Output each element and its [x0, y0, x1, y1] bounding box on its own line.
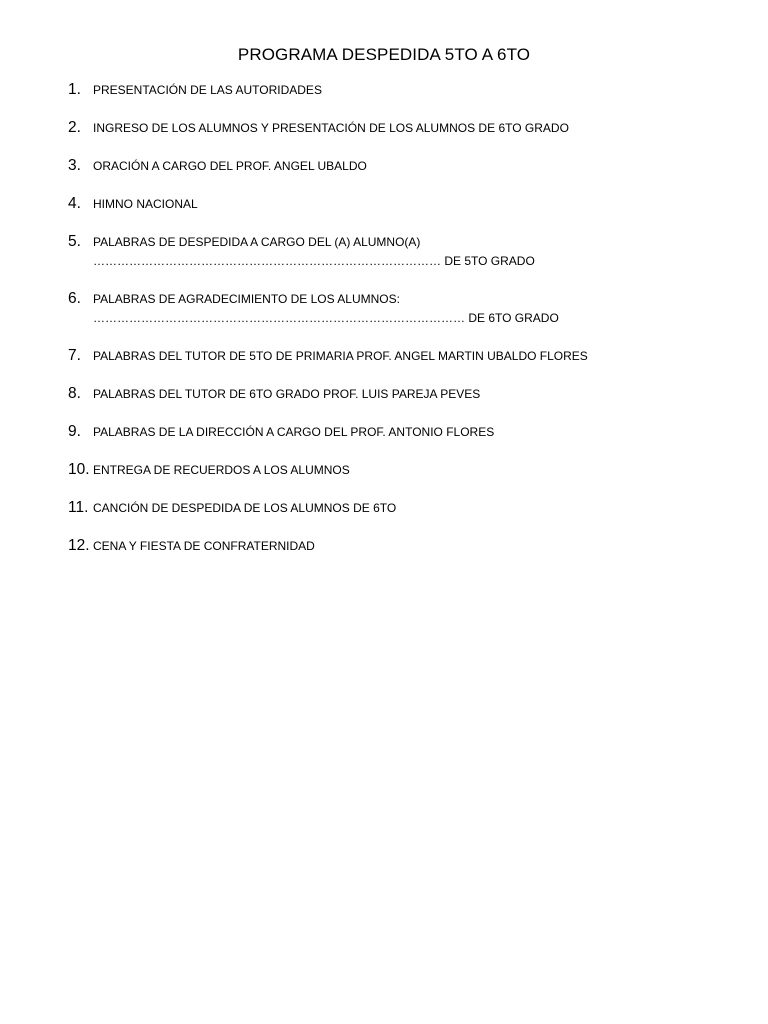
item-number: 10.	[68, 461, 90, 478]
item-text: CENA Y FIESTA DE CONFRATERNIDAD	[93, 539, 315, 553]
list-item	[68, 460, 728, 480]
list-item	[68, 232, 728, 271]
list-item	[68, 384, 728, 404]
item-number: 8.	[68, 385, 81, 402]
item-text: PALABRAS DE DESPEDIDA A CARGO DEL (A) ALUMNO(A) …………………………………………………………………………… DE 5TO GRADO	[93, 235, 535, 268]
list-item	[68, 194, 728, 214]
item-number: 11.	[68, 499, 89, 516]
program-list	[68, 80, 728, 574]
item-number: 6.	[68, 290, 81, 307]
item-number: 5.	[68, 233, 81, 250]
list-item	[68, 346, 728, 366]
item-number: 2.	[68, 119, 81, 136]
item-text: ORACIÓN A CARGO DEL PROF. ANGEL UBALDO	[93, 159, 367, 173]
item-number: 1.	[68, 81, 81, 98]
list-item	[68, 536, 728, 556]
item-text: CANCIÓN DE DESPEDIDA DE LOS ALUMNOS DE 6TO	[93, 501, 397, 515]
item-text: PRESENTACIÓN DE LAS AUTORIDADES	[93, 83, 322, 97]
list-item	[68, 80, 728, 100]
item-number: 4.	[68, 195, 81, 212]
list-item	[68, 289, 728, 328]
item-text: PALABRAS DEL TUTOR DE 5TO DE PRIMARIA PROF. ANGEL MARTIN UBALDO FLORES	[93, 349, 588, 363]
item-number: 9.	[68, 423, 81, 440]
item-number: 7.	[68, 347, 81, 364]
item-text: ENTREGA DE RECUERDOS A LOS ALUMNOS	[93, 463, 350, 477]
item-text: PALABRAS DE LA DIRECCIÓN A CARGO DEL PROF. ANTONIO FLORES	[93, 425, 495, 439]
list-item	[68, 156, 728, 176]
list-item	[68, 498, 728, 518]
item-text: PALABRAS DEL TUTOR DE 6TO GRADO PROF. LUIS PAREJA PEVES	[93, 387, 481, 401]
item-number: 12.	[68, 537, 90, 554]
list-item	[68, 422, 728, 442]
list-item	[68, 118, 728, 138]
item-text: HIMNO NACIONAL	[93, 197, 198, 211]
item-number: 3.	[68, 157, 81, 174]
item-text: PALABRAS DE AGRADECIMIENTO DE LOS ALUMNOS: ………………………………………………………………………………… DE 6TO GRADO	[93, 292, 559, 325]
page-title: PROGRAMA DESPEDIDA 5TO A 6TO	[237, 45, 531, 64]
item-text: INGRESO DE LOS ALUMNOS Y PRESENTACIÓN DE LOS ALUMNOS DE 6TO GRADO	[93, 121, 569, 135]
